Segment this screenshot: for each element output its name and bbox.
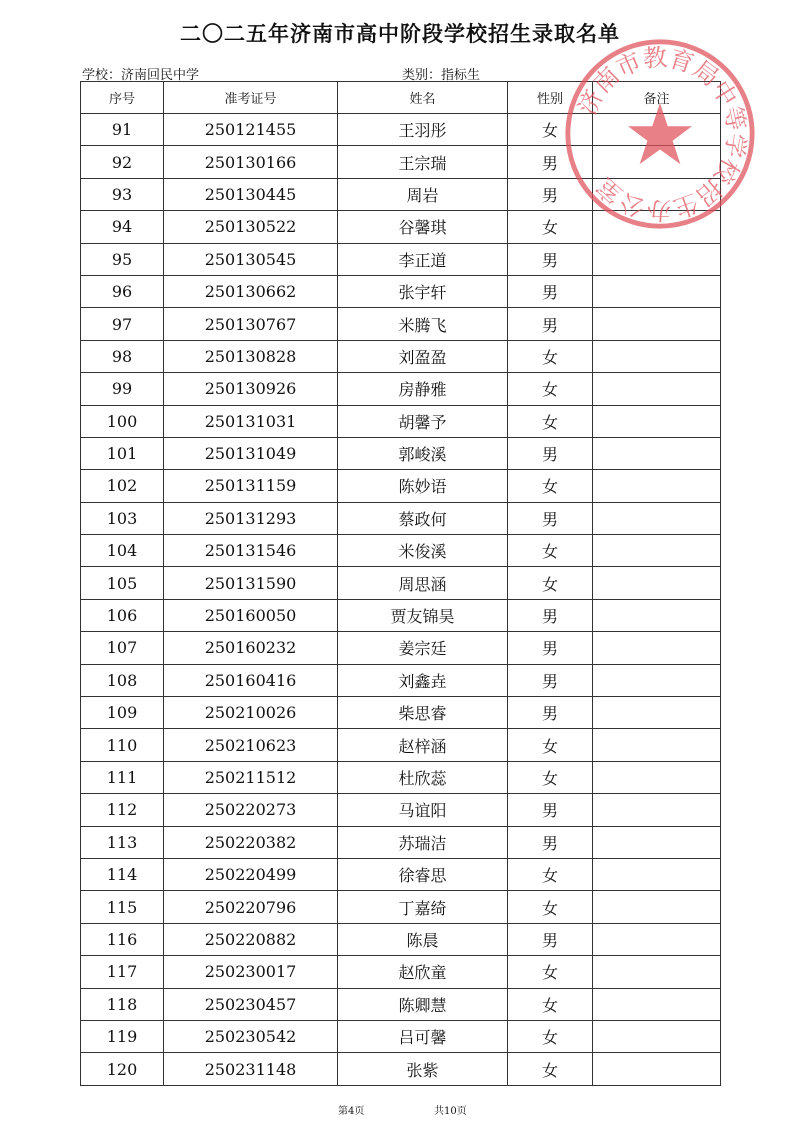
cell-name: 米俊溪 bbox=[338, 535, 508, 567]
cell-exam-number: 250220882 bbox=[164, 923, 338, 955]
cell-name: 杜欣蕊 bbox=[338, 761, 508, 793]
cell-gender: 男 bbox=[508, 599, 593, 631]
cell-name: 陈妙语 bbox=[338, 470, 508, 502]
cell-exam-number: 250121455 bbox=[164, 114, 338, 146]
cell-exam-number: 250130767 bbox=[164, 308, 338, 340]
cell-index: 98 bbox=[81, 340, 164, 372]
cell-index: 92 bbox=[81, 146, 164, 178]
cell-remarks bbox=[593, 340, 721, 372]
cell-remarks bbox=[593, 956, 721, 988]
cell-name: 胡馨予 bbox=[338, 405, 508, 437]
cell-remarks bbox=[593, 794, 721, 826]
cell-name: 李正道 bbox=[338, 243, 508, 275]
page-total: 共10页 bbox=[434, 1106, 467, 1117]
cell-remarks bbox=[593, 826, 721, 858]
table-row bbox=[81, 729, 721, 761]
table-row bbox=[81, 858, 721, 890]
cell-exam-number: 250210623 bbox=[164, 729, 338, 761]
cell-remarks bbox=[593, 599, 721, 631]
cell-gender: 男 bbox=[508, 923, 593, 955]
cell-remarks bbox=[593, 567, 721, 599]
cell-gender: 女 bbox=[508, 988, 593, 1020]
table-row bbox=[81, 697, 721, 729]
cell-name: 王羽彤 bbox=[338, 114, 508, 146]
table-row bbox=[81, 761, 721, 793]
table-row bbox=[81, 567, 721, 599]
cell-name: 周思涵 bbox=[338, 567, 508, 599]
cell-index: 95 bbox=[81, 243, 164, 275]
seal-text: 济南市教育局中等学校招生办公室 bbox=[572, 42, 752, 226]
table-row bbox=[81, 599, 721, 631]
table-row bbox=[81, 373, 721, 405]
cell-exam-number: 250131031 bbox=[164, 405, 338, 437]
cell-remarks bbox=[593, 437, 721, 469]
cell-index: 112 bbox=[81, 794, 164, 826]
table-row bbox=[81, 405, 721, 437]
cell-index: 119 bbox=[81, 1020, 164, 1052]
cell-exam-number: 250211512 bbox=[164, 761, 338, 793]
cell-remarks bbox=[593, 373, 721, 405]
cell-exam-number: 250130828 bbox=[164, 340, 338, 372]
table-row bbox=[81, 1020, 721, 1052]
cell-remarks bbox=[593, 535, 721, 567]
cell-gender: 男 bbox=[508, 794, 593, 826]
table-row bbox=[81, 794, 721, 826]
cell-name: 张宇轩 bbox=[338, 275, 508, 307]
cell-index: 103 bbox=[81, 502, 164, 534]
cell-gender: 男 bbox=[508, 502, 593, 534]
cell-name: 柴思睿 bbox=[338, 697, 508, 729]
cell-index: 109 bbox=[81, 697, 164, 729]
cell-index: 99 bbox=[81, 373, 164, 405]
table-row bbox=[81, 988, 721, 1020]
cell-gender: 女 bbox=[508, 211, 593, 243]
cell-remarks bbox=[593, 923, 721, 955]
cell-gender: 女 bbox=[508, 956, 593, 988]
cell-remarks bbox=[593, 1053, 721, 1085]
cell-gender: 女 bbox=[508, 470, 593, 502]
cell-remarks bbox=[593, 470, 721, 502]
cell-exam-number: 250220796 bbox=[164, 891, 338, 923]
table-row bbox=[81, 923, 721, 955]
cell-remarks bbox=[593, 729, 721, 761]
cell-name: 陈卿慧 bbox=[338, 988, 508, 1020]
cell-gender: 女 bbox=[508, 567, 593, 599]
cell-index: 108 bbox=[81, 664, 164, 696]
cell-remarks bbox=[593, 275, 721, 307]
category-label: 类别：指标生 bbox=[402, 68, 481, 83]
cell-gender: 女 bbox=[508, 373, 593, 405]
cell-index: 118 bbox=[81, 988, 164, 1020]
cell-name: 谷馨琪 bbox=[338, 211, 508, 243]
cell-gender: 男 bbox=[508, 437, 593, 469]
cell-index: 105 bbox=[81, 567, 164, 599]
official-seal bbox=[563, 37, 757, 231]
header-name: 姓名 bbox=[338, 82, 508, 114]
cell-remarks bbox=[593, 891, 721, 923]
cell-gender: 男 bbox=[508, 632, 593, 664]
cell-gender: 男 bbox=[508, 275, 593, 307]
cell-exam-number: 250131049 bbox=[164, 437, 338, 469]
cell-gender: 女 bbox=[508, 729, 593, 761]
cell-exam-number: 250210026 bbox=[164, 697, 338, 729]
school-label: 学校：济南回民中学 bbox=[82, 68, 200, 83]
admission-table bbox=[80, 81, 721, 1086]
cell-remarks bbox=[593, 664, 721, 696]
cell-index: 97 bbox=[81, 308, 164, 340]
cell-name: 赵梓涵 bbox=[338, 729, 508, 761]
table-row bbox=[81, 956, 721, 988]
cell-gender: 女 bbox=[508, 858, 593, 890]
cell-gender: 女 bbox=[508, 340, 593, 372]
cell-exam-number: 250230542 bbox=[164, 1020, 338, 1052]
cell-gender: 女 bbox=[508, 1020, 593, 1052]
cell-index: 114 bbox=[81, 858, 164, 890]
cell-remarks bbox=[593, 988, 721, 1020]
table-row bbox=[81, 632, 721, 664]
cell-gender: 男 bbox=[508, 178, 593, 210]
cell-remarks bbox=[593, 1020, 721, 1052]
cell-name: 王宗瑞 bbox=[338, 146, 508, 178]
cell-index: 120 bbox=[81, 1053, 164, 1085]
cell-index: 113 bbox=[81, 826, 164, 858]
cell-remarks bbox=[593, 308, 721, 340]
cell-exam-number: 250130926 bbox=[164, 373, 338, 405]
cell-exam-number: 250131293 bbox=[164, 502, 338, 534]
cell-index: 115 bbox=[81, 891, 164, 923]
cell-index: 104 bbox=[81, 535, 164, 567]
table-row bbox=[81, 1053, 721, 1085]
cell-exam-number: 250230457 bbox=[164, 988, 338, 1020]
cell-remarks bbox=[593, 405, 721, 437]
cell-name: 郭峻溪 bbox=[338, 437, 508, 469]
cell-index: 100 bbox=[81, 405, 164, 437]
table-row bbox=[81, 437, 721, 469]
cell-name: 苏瑞洁 bbox=[338, 826, 508, 858]
cell-exam-number: 250131546 bbox=[164, 535, 338, 567]
cell-gender: 女 bbox=[508, 114, 593, 146]
cell-gender: 男 bbox=[508, 308, 593, 340]
cell-exam-number: 250230017 bbox=[164, 956, 338, 988]
cell-remarks bbox=[593, 761, 721, 793]
cell-index: 111 bbox=[81, 761, 164, 793]
cell-exam-number: 250220499 bbox=[164, 858, 338, 890]
cell-index: 101 bbox=[81, 437, 164, 469]
page-number: 第4页 bbox=[338, 1106, 365, 1117]
header-exam-number: 准考证号 bbox=[164, 82, 338, 114]
cell-name: 姜宗廷 bbox=[338, 632, 508, 664]
cell-index: 110 bbox=[81, 729, 164, 761]
cell-remarks bbox=[593, 697, 721, 729]
table-row bbox=[81, 340, 721, 372]
cell-name: 刘盈盈 bbox=[338, 340, 508, 372]
cell-exam-number: 250131159 bbox=[164, 470, 338, 502]
cell-gender: 男 bbox=[508, 146, 593, 178]
cell-name: 米腾飞 bbox=[338, 308, 508, 340]
cell-gender: 男 bbox=[508, 664, 593, 696]
cell-remarks bbox=[593, 858, 721, 890]
cell-remarks bbox=[593, 502, 721, 534]
cell-exam-number: 250160232 bbox=[164, 632, 338, 664]
table-row bbox=[81, 535, 721, 567]
header-index: 序号 bbox=[81, 82, 164, 114]
cell-index: 96 bbox=[81, 275, 164, 307]
cell-exam-number: 250160050 bbox=[164, 599, 338, 631]
cell-exam-number: 250130445 bbox=[164, 178, 338, 210]
cell-gender: 男 bbox=[508, 243, 593, 275]
cell-name: 贾友锦昊 bbox=[338, 599, 508, 631]
cell-gender: 女 bbox=[508, 891, 593, 923]
cell-name: 吕可馨 bbox=[338, 1020, 508, 1052]
table-row bbox=[81, 275, 721, 307]
table-row bbox=[81, 826, 721, 858]
cell-exam-number: 250130662 bbox=[164, 275, 338, 307]
cell-name: 周岩 bbox=[338, 178, 508, 210]
cell-gender: 女 bbox=[508, 535, 593, 567]
seal-star-icon bbox=[628, 103, 692, 164]
cell-exam-number: 250220273 bbox=[164, 794, 338, 826]
cell-index: 107 bbox=[81, 632, 164, 664]
cell-gender: 女 bbox=[508, 405, 593, 437]
cell-exam-number: 250160416 bbox=[164, 664, 338, 696]
cell-index: 106 bbox=[81, 599, 164, 631]
header-gender: 性别 bbox=[508, 82, 593, 114]
cell-index: 93 bbox=[81, 178, 164, 210]
header-remarks: 备注 bbox=[593, 82, 721, 114]
cell-gender: 女 bbox=[508, 761, 593, 793]
cell-name: 张紫 bbox=[338, 1053, 508, 1085]
cell-index: 117 bbox=[81, 956, 164, 988]
cell-name: 丁嘉绮 bbox=[338, 891, 508, 923]
cell-exam-number: 250131590 bbox=[164, 567, 338, 599]
cell-index: 116 bbox=[81, 923, 164, 955]
cell-remarks bbox=[593, 243, 721, 275]
cell-gender: 男 bbox=[508, 697, 593, 729]
cell-exam-number: 250130545 bbox=[164, 243, 338, 275]
cell-exam-number: 250231148 bbox=[164, 1053, 338, 1085]
cell-name: 赵欣童 bbox=[338, 956, 508, 988]
cell-name: 马谊阳 bbox=[338, 794, 508, 826]
cell-remarks bbox=[593, 632, 721, 664]
table-row bbox=[81, 664, 721, 696]
cell-exam-number: 250130166 bbox=[164, 146, 338, 178]
cell-index: 91 bbox=[81, 114, 164, 146]
table-row bbox=[81, 502, 721, 534]
cell-name: 陈晨 bbox=[338, 923, 508, 955]
table-row bbox=[81, 243, 721, 275]
cell-index: 94 bbox=[81, 211, 164, 243]
cell-name: 房静雅 bbox=[338, 373, 508, 405]
cell-exam-number: 250220382 bbox=[164, 826, 338, 858]
table-row bbox=[81, 470, 721, 502]
cell-name: 刘鑫垚 bbox=[338, 664, 508, 696]
table-row bbox=[81, 891, 721, 923]
cell-gender: 女 bbox=[508, 1053, 593, 1085]
cell-exam-number: 250130522 bbox=[164, 211, 338, 243]
cell-index: 102 bbox=[81, 470, 164, 502]
document-title: 二〇二五年济南市高中阶段学校招生录取名单 bbox=[180, 21, 620, 46]
cell-name: 徐睿思 bbox=[338, 858, 508, 890]
cell-gender: 男 bbox=[508, 826, 593, 858]
cell-name: 蔡政何 bbox=[338, 502, 508, 534]
table-row bbox=[81, 308, 721, 340]
